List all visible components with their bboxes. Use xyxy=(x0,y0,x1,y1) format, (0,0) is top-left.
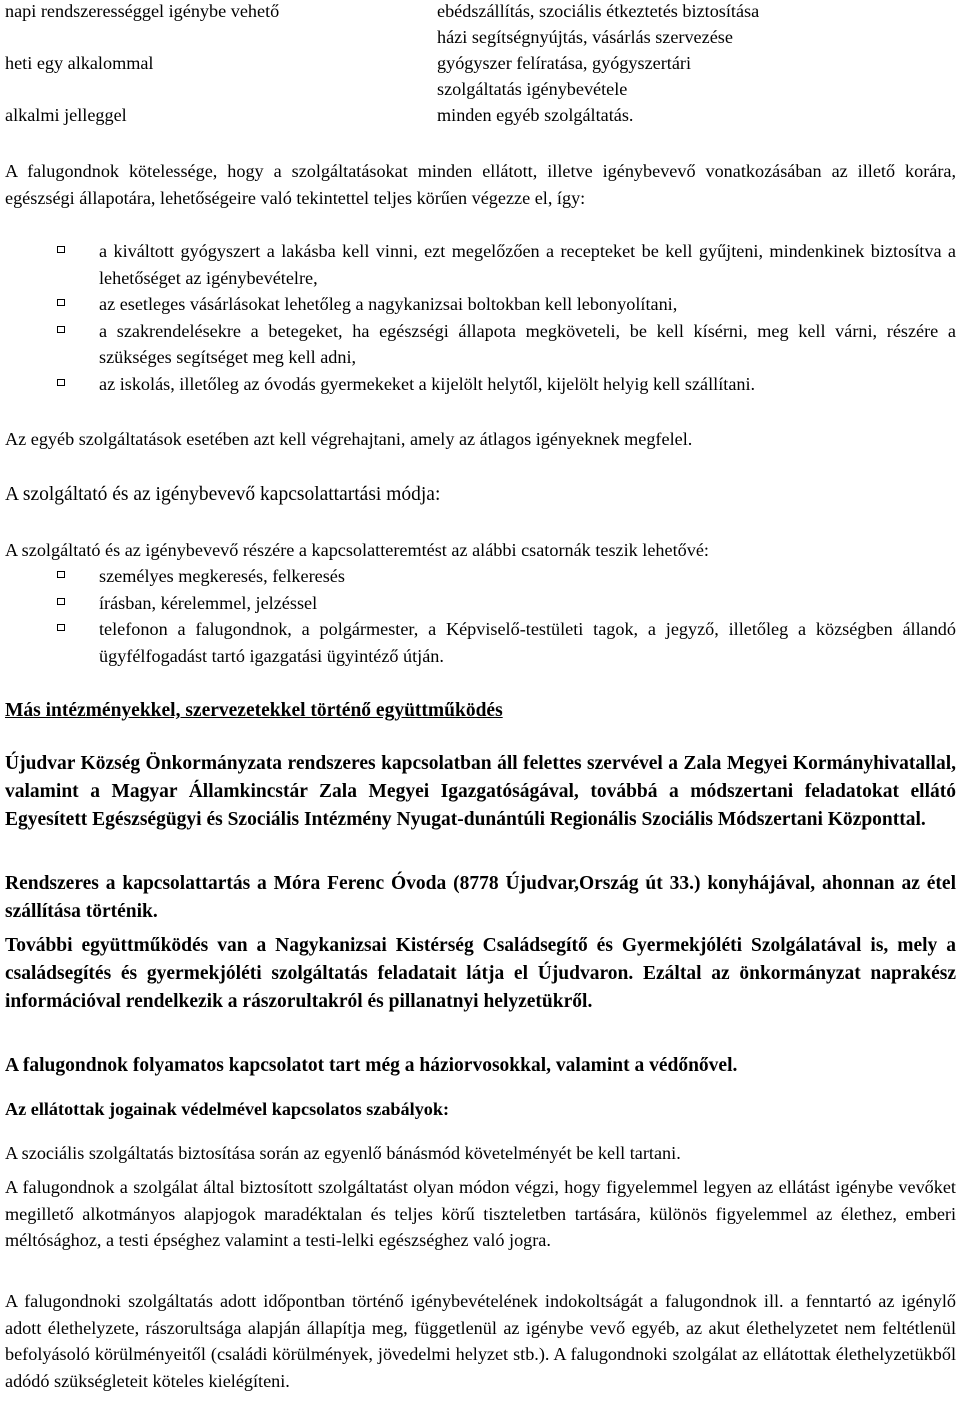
square-bullet-icon xyxy=(57,246,65,253)
contact-heading: A szolgáltató és az igénybevevő kapcsolattartási módja: xyxy=(5,484,441,505)
square-bullet-icon xyxy=(57,379,65,386)
frequency-label: napi rendszerességgel igénybe vehető xyxy=(5,1,280,21)
cooperation-paragraph: A falugondnok folyamatos kapcsolatot tart még a háziorvosokkal, valamint a védőnővel. xyxy=(5,1055,738,1076)
other-services-text: Az egyéb szolgáltatások esetében azt kell végrehajtani, amely az átlagos igényeknek megfelel. xyxy=(5,429,693,449)
list-item: a szakrendelésekre a betegeket, ha egészségi állapota megköveteli, be kell kísérni, meg kell várni, részére a szükséges segítséget meg kell adni, xyxy=(5,318,956,371)
cooperation-heading: Más intézményekkel, szervezetekkel történő együttműködés xyxy=(5,700,503,721)
rights-paragraph: A szociális szolgáltatás biztosítása során az egyenlő bánásmód követelményét be kell tartani. xyxy=(5,1143,681,1163)
rights-paragraph: A falugondnoki szolgáltatás adott időpontban történő igénybevételének indokoltságát a falugondnok ill. a fenntartó az igénylő adott élethelyzete, rászorultsága alapján állapítja meg, függetlenül az igénybe vevő egyéb, az akut élethelyzetet nem feltétlenül befolyásoló körülményeitől (családi körülmények, jövedelmi helyzet stb.). A falugondnoki szolgálat az ellátottak élethelyzetükből adódó szükségleteit köteles kielégíteni. xyxy=(5,1291,956,1391)
service-item: házi segítségnyújtás, vásárlás szervezése xyxy=(437,27,733,47)
service-item: gyógyszer felíratása, gyógyszertári xyxy=(437,53,692,73)
frequency-label: alkalmi jelleggel xyxy=(5,105,127,125)
service-item: ebédszállítás, szociális étkeztetés biztosítása xyxy=(437,1,760,21)
rights-paragraph: A falugondnok a szolgálat által biztosított szolgáltatást olyan módon végzi, hogy figyelemmel legyen az ellátást igénybe vevőket megillető alkotmányos alapjogok maradéktalan és teljes körű tiszteletben tartására, különös figyelemmel az élethez, emberi méltósághoz, a testi épséghez valamint a testi-lelki egészséghez való jogra. xyxy=(5,1177,956,1250)
services-table xyxy=(5,0,956,133)
list-item: írásban, kérelemmel, jelzéssel xyxy=(5,590,956,617)
square-bullet-icon xyxy=(57,326,65,333)
service-item: szolgáltatás igénybevétele xyxy=(437,79,628,99)
contact-intro: A szolgáltató és az igénybevevő részére a kapcsolatteremtést az alábbi csatornák teszik lehetővé: xyxy=(5,540,709,560)
list-item: az esetleges vásárlásokat lehetőleg a nagykanizsai boltokban kell lebonyolítani, xyxy=(5,291,956,318)
cooperation-paragraph: További együttműködés van a Nagykanizsai Kistérség Családsegítő és Gyermekjóléti Szolgálatával is, mely a családsegítés és gyermekjóléti szolgáltatás feladatait látja el Újudvaron. Ezáltal az önkormányzat naprakész információval rendelkezik a rászorultakról és pillanatnyi helyzetükről. xyxy=(5,935,956,1012)
square-bullet-icon xyxy=(57,299,65,306)
cooperation-paragraph: Újudvar Község Önkormányzata rendszeres kapcsolatban áll felettes szervével a Zala Megyei Kormányhivatallal, valamint a Magyar Államkincstár Zala Megyei Igazgatóságával, továbbá a módszertani feladatokat ellátó Egyesített Egészségügyi és Szociális Intézmény Nyugat-dunántúli Regionális Szociális Módszertani Központtal. xyxy=(5,753,956,830)
list-item: a kiváltott gyógyszert a lakásba kell vinni, ezt megelőzően a recepteket be kell gyűjteni, mindenkinek biztosítva a lehetőséget az igénybevételre, xyxy=(5,238,956,291)
frequency-label: heti egy alkalommal xyxy=(5,53,154,73)
contact-list xyxy=(5,563,956,669)
square-bullet-icon xyxy=(57,598,65,605)
list-item: az iskolás, illetőleg az óvodás gyermekeket a kijelölt helytől, kijelölt helyig kell szállítani. xyxy=(5,371,956,398)
duties-list xyxy=(5,238,956,397)
square-bullet-icon xyxy=(57,624,65,631)
list-item: telefonon a falugondnok, a polgármester, a Képviselő-testületi tagok, a jegyző, illetőleg a községben állandó ügyfélfogadást tartó igazgatási ügyintéző útján. xyxy=(5,616,956,669)
duties-intro: A falugondnok kötelessége, hogy a szolgáltatásokat minden ellátott, illetve igénybevevő vonatkozásában az illető korára, egészségi állapotára, lehetőségeire való tekintettel teljes körűen végezze el, így: xyxy=(5,161,956,208)
cooperation-paragraph: Rendszeres a kapcsolattartás a Móra Ferenc Óvoda (8778 Újudvar,Ország út 33.) konyhájával, ahonnan az étel szállítása történik. xyxy=(5,873,956,922)
list-item: személyes megkeresés, felkeresés xyxy=(5,563,956,590)
rights-heading: Az ellátottak jogainak védelmével kapcsolatos szabályok: xyxy=(5,1099,450,1119)
service-item: minden egyéb szolgáltatás. xyxy=(437,105,634,125)
square-bullet-icon xyxy=(57,571,65,578)
